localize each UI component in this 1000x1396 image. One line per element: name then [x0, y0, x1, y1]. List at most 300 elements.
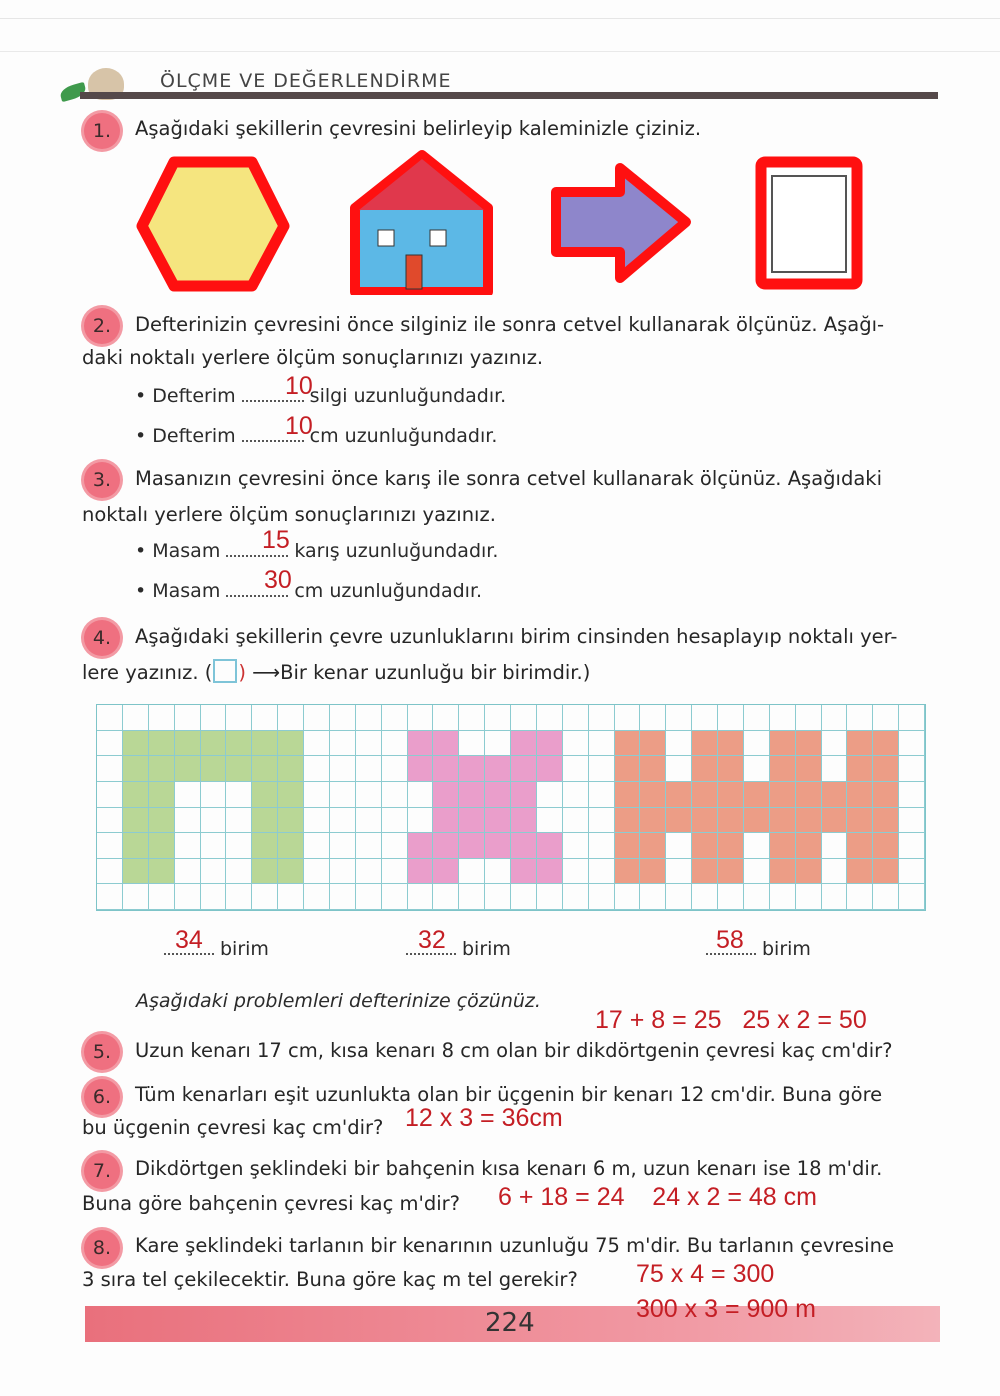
handwritten-answer: 30: [264, 566, 292, 594]
grid-cell: [459, 705, 485, 731]
house-shape: [355, 155, 488, 292]
shaded-grid-cell: [123, 808, 149, 834]
shaded-grid-cell: [123, 756, 149, 782]
handwritten-answer: 12 x 3 = 36cm: [405, 1104, 563, 1132]
shaded-grid-cell: [252, 859, 278, 885]
grid-cell: [847, 705, 873, 731]
shaded-grid-cell: [847, 808, 873, 834]
shaded-grid-cell: [822, 808, 848, 834]
grid-cell: [433, 705, 459, 731]
grid-cell: [563, 859, 589, 885]
grid-cell: [873, 884, 899, 910]
shaded-grid-cell: [770, 808, 796, 834]
grid-cell: [666, 859, 692, 885]
grid-cell: [330, 756, 356, 782]
grid-cell: [666, 833, 692, 859]
grid-cell: [485, 884, 511, 910]
grid-cell: [563, 756, 589, 782]
rectangle-shape: [761, 162, 857, 284]
shaded-grid-cell: [718, 808, 744, 834]
question-3-line2: noktalı yerlere ölçüm sonuçlarınızı yazınız.: [82, 503, 496, 526]
grid-cell: [382, 884, 408, 910]
page-number: 224: [485, 1308, 535, 1338]
shaded-grid-cell: [873, 756, 899, 782]
handwritten-answer: 17 + 8 = 25 25 x 2 = 50: [595, 1006, 867, 1034]
shaded-grid-cell: [796, 731, 822, 757]
question-number-badge: 8.: [84, 1230, 120, 1266]
question-7-line2: Buna göre bahçenin çevresi kaç m'dir?: [82, 1192, 461, 1215]
grid-cell: [899, 833, 925, 859]
grid-cell: [718, 884, 744, 910]
question-number-badge: 5.: [84, 1034, 120, 1070]
grid-cell: [899, 808, 925, 834]
shaded-grid-cell: [692, 833, 718, 859]
grid-cell: [226, 782, 252, 808]
grid-cell: [123, 884, 149, 910]
shaded-grid-cell: [175, 731, 201, 757]
grid-cell: [718, 705, 744, 731]
grid-cell: [589, 756, 615, 782]
grid-cell: [330, 782, 356, 808]
grid-cell: [175, 808, 201, 834]
shaded-grid-cell: [485, 808, 511, 834]
shaded-grid-cell: [149, 833, 175, 859]
bullet-prefix: • Masam: [135, 540, 221, 562]
grid-cell: [226, 833, 252, 859]
grid-cell: [744, 833, 770, 859]
grid-cell: [408, 705, 434, 731]
grid-cell: [201, 833, 227, 859]
grid-cell: [666, 756, 692, 782]
shaded-grid-cell: [252, 808, 278, 834]
question-1-text: Aşağıdaki şekillerin çevresini belirleyip kaleminizle çiziniz.: [135, 117, 702, 140]
shaded-grid-cell: [537, 833, 563, 859]
unit-square-icon: [213, 659, 237, 683]
grid-cell: [899, 782, 925, 808]
shaded-grid-cell: [847, 731, 873, 757]
shaded-grid-cell: [692, 808, 718, 834]
shaded-grid-cell: [847, 833, 873, 859]
grid-cell: [149, 884, 175, 910]
grid-cell: [356, 731, 382, 757]
handwritten-answer: 10: [285, 412, 313, 440]
shaded-grid-cell: [149, 756, 175, 782]
grid-cell: [537, 782, 563, 808]
unit-label: birim: [762, 938, 811, 960]
shaded-grid-cell: [847, 859, 873, 885]
grid-cell: [899, 884, 925, 910]
question-number-badge: 4.: [84, 620, 120, 656]
question-6-line1: Tüm kenarları eşit uzunlukta olan bir üçgenin bir kenarı 12 cm'dir. Buna göre: [135, 1083, 883, 1106]
bullet-item: [135, 580, 482, 602]
shaded-grid-cell: [770, 731, 796, 757]
shaded-grid-cell: [692, 731, 718, 757]
grid-cell: [97, 859, 123, 885]
bullet-suffix: karış uzunluğundadır.: [294, 540, 499, 562]
grid-cell: [744, 884, 770, 910]
shaded-grid-cell: [123, 731, 149, 757]
grid-answer-2: [400, 938, 511, 960]
grid-cell: [485, 731, 511, 757]
grid-cell: [692, 705, 718, 731]
grid-cell: [356, 782, 382, 808]
unit-label: birim: [462, 938, 511, 960]
shaded-grid-cell: [615, 808, 641, 834]
grid-cell: [304, 782, 330, 808]
grid-cell: [382, 731, 408, 757]
shaded-grid-cell: [252, 833, 278, 859]
grid-cell: [822, 859, 848, 885]
grid-cell: [744, 705, 770, 731]
shaded-grid-cell: [252, 756, 278, 782]
shaded-grid-cell: [873, 808, 899, 834]
grid-cell: [382, 859, 408, 885]
instruction-text: Aşağıdaki problemleri defterinize çözünüz.: [136, 990, 541, 1012]
grid-cell: [408, 782, 434, 808]
shaded-grid-cell: [149, 808, 175, 834]
grid-cell: [304, 705, 330, 731]
shaded-grid-cell: [511, 808, 537, 834]
shaded-grid-cell: [692, 859, 718, 885]
shaded-grid-cell: [615, 782, 641, 808]
grid-cell: [356, 705, 382, 731]
shaded-grid-cell: [537, 756, 563, 782]
grid-cell: [330, 808, 356, 834]
shaded-grid-cell: [278, 756, 304, 782]
shaded-grid-cell: [537, 859, 563, 885]
question-6-line2: bu üçgenin çevresi kaç cm'dir?: [82, 1116, 384, 1139]
shaded-grid-cell: [796, 756, 822, 782]
grid-cell: [485, 705, 511, 731]
shaded-grid-cell: [226, 731, 252, 757]
handwritten-answer: 34: [175, 926, 203, 954]
grid-cell: [847, 884, 873, 910]
shaded-grid-cell: [511, 833, 537, 859]
shaded-grid-cell: [278, 808, 304, 834]
grid-cell: [537, 808, 563, 834]
shaded-grid-cell: [278, 782, 304, 808]
shaded-grid-cell: [408, 756, 434, 782]
grid-cell: [459, 731, 485, 757]
grid-cell: [149, 705, 175, 731]
grid-cell: [537, 884, 563, 910]
question-number-badge: 7.: [84, 1153, 120, 1189]
grid-cell: [563, 705, 589, 731]
grid-cell: [899, 859, 925, 885]
shaded-grid-cell: [433, 859, 459, 885]
grid-cell: [97, 884, 123, 910]
shaded-grid-cell: [796, 782, 822, 808]
shaded-grid-cell: [873, 859, 899, 885]
grid-cell: [589, 884, 615, 910]
grid-cell: [796, 705, 822, 731]
shaded-grid-cell: [847, 782, 873, 808]
question-2-line1: Defterinizin çevresini önce silginiz ile sonra cetvel kullanarak ölçünüz. Aşağı-: [135, 313, 885, 336]
shaded-grid-cell: [718, 756, 744, 782]
shaded-grid-cell: [873, 731, 899, 757]
grid-cell: [408, 884, 434, 910]
grid-cell: [537, 705, 563, 731]
shaded-grid-cell: [123, 859, 149, 885]
top-border-2: [0, 51, 1000, 52]
bullet-item: [135, 540, 498, 562]
handwritten-answer: 32: [418, 926, 446, 954]
grid-cell: [304, 884, 330, 910]
shaded-grid-cell: [433, 782, 459, 808]
shaded-grid-cell: [226, 756, 252, 782]
grid-cell: [252, 884, 278, 910]
shaded-grid-cell: [796, 833, 822, 859]
shaded-grid-cell: [511, 756, 537, 782]
shaded-grid-cell: [615, 833, 641, 859]
shaded-grid-cell: [433, 833, 459, 859]
unit-grid: [96, 704, 926, 911]
bullet-suffix: silgi uzunluğundadır.: [309, 385, 507, 407]
shaded-grid-cell: [537, 731, 563, 757]
shaded-grid-cell: [149, 731, 175, 757]
grid-cell: [278, 705, 304, 731]
arrow-right-icon: ⟶: [245, 661, 281, 684]
text-fragment: Bir kenar uzunluğu bir birimdir.): [280, 661, 591, 684]
question-number-badge: 1.: [84, 113, 120, 149]
grid-cell: [226, 859, 252, 885]
shaded-grid-cell: [201, 731, 227, 757]
shaded-grid-cell: [640, 859, 666, 885]
bullet-suffix: cm uzunluğundadır.: [309, 425, 498, 447]
handwritten-answer: 10: [285, 372, 313, 400]
grid-cell: [175, 833, 201, 859]
grid-cell: [304, 731, 330, 757]
handwritten-answer: 58: [716, 926, 744, 954]
question-5-text: Uzun kenarı 17 cm, kısa kenarı 8 cm olan bir dikdörtgenin çevresi kaç cm'dir?: [135, 1039, 893, 1062]
grid-cell: [433, 884, 459, 910]
grid-cell: [175, 884, 201, 910]
shaded-grid-cell: [744, 808, 770, 834]
question-7-line1: Dikdörtgen şeklindeki bir bahçenin kısa kenarı 6 m, uzun kenarı ise 18 m'dir.: [135, 1157, 883, 1180]
shaded-grid-cell: [433, 756, 459, 782]
handwritten-answer: 15: [262, 526, 290, 554]
shaded-grid-cell: [485, 833, 511, 859]
grid-cell: [356, 833, 382, 859]
shaded-grid-cell: [615, 859, 641, 885]
grid-cell: [330, 884, 356, 910]
grid-cell: [382, 833, 408, 859]
question-8-line1: Kare şeklindeki tarlanın bir kenarının uzunluğu 75 m'dir. Bu tarlanın çevresine: [135, 1234, 894, 1257]
shaded-grid-cell: [744, 782, 770, 808]
grid-cell: [589, 731, 615, 757]
shaded-grid-cell: [123, 833, 149, 859]
grid-cell: [356, 859, 382, 885]
grid-cell: [278, 884, 304, 910]
grid-cell: [822, 731, 848, 757]
question-8-line2: 3 sıra tel çekilecektir. Buna göre kaç m tel gerekir?: [82, 1268, 578, 1291]
shaded-grid-cell: [278, 731, 304, 757]
grid-cell: [382, 705, 408, 731]
bullet-suffix: cm uzunluğundadır.: [294, 580, 483, 602]
grid-cell: [304, 756, 330, 782]
grid-cell: [97, 731, 123, 757]
grid-cell: [201, 705, 227, 731]
shaded-grid-cell: [770, 782, 796, 808]
grid-cell: [666, 731, 692, 757]
grid-cell: [356, 884, 382, 910]
grid-cell: [123, 705, 149, 731]
grid-cell: [873, 705, 899, 731]
shaded-grid-cell: [252, 731, 278, 757]
bullet-item: [135, 425, 497, 447]
question-2-line2: daki noktalı yerlere ölçüm sonuçlarınızı yazınız.: [82, 346, 544, 369]
shaded-grid-cell: [408, 833, 434, 859]
grid-cell: [615, 705, 641, 731]
shaded-grid-cell: [459, 808, 485, 834]
grid-cell: [330, 731, 356, 757]
grid-cell: [796, 884, 822, 910]
unit-label: birim: [220, 938, 269, 960]
grid-cell: [382, 756, 408, 782]
shaded-grid-cell: [873, 782, 899, 808]
grid-cell: [304, 833, 330, 859]
grid-cell: [97, 756, 123, 782]
grid-cell: [899, 756, 925, 782]
shaded-grid-cell: [666, 808, 692, 834]
grid-cell: [382, 782, 408, 808]
grid-cell: [408, 808, 434, 834]
grid-cell: [563, 731, 589, 757]
shaded-grid-cell: [770, 859, 796, 885]
section-title: ÖLÇME VE DEĞERLENDİRME: [160, 70, 452, 92]
shaded-grid-cell: [847, 756, 873, 782]
grid-cell: [201, 808, 227, 834]
question-3-line1: Masanızın çevresini önce karış ile sonra cetvel kullanarak ölçünüz. Aşağıdaki: [135, 467, 882, 490]
shaded-grid-cell: [408, 859, 434, 885]
shaded-grid-cell: [666, 782, 692, 808]
handwritten-answer: 75 x 4 = 300: [636, 1260, 775, 1288]
grid-cell: [589, 833, 615, 859]
arrow-shape: [556, 168, 686, 278]
shaded-grid-cell: [692, 782, 718, 808]
grid-cell: [744, 756, 770, 782]
shaded-grid-cell: [873, 833, 899, 859]
grid-cell: [382, 808, 408, 834]
grid-cell: [175, 705, 201, 731]
question-number-badge: 2.: [84, 308, 120, 344]
grid-cell: [899, 705, 925, 731]
shaded-grid-cell: [123, 782, 149, 808]
shaded-grid-cell: [485, 756, 511, 782]
shaded-grid-cell: [278, 859, 304, 885]
shaded-grid-cell: [149, 782, 175, 808]
grid-cell: [459, 859, 485, 885]
hexagon-shape: [142, 162, 284, 286]
shaded-grid-cell: [640, 833, 666, 859]
grid-cell: [822, 884, 848, 910]
shaded-grid-cell: [511, 782, 537, 808]
grid-cell: [563, 808, 589, 834]
grid-cell: [485, 859, 511, 885]
grid-cell: [226, 884, 252, 910]
grid-cell: [666, 884, 692, 910]
shaded-grid-cell: [408, 731, 434, 757]
question-number-badge: 6.: [84, 1079, 120, 1115]
shaded-grid-cell: [433, 731, 459, 757]
grid-cell: [252, 705, 278, 731]
grid-cell: [330, 705, 356, 731]
text-fragment: lere yazınız. (: [82, 661, 213, 684]
grid-cell: [563, 782, 589, 808]
grid-cell: [744, 731, 770, 757]
shaded-grid-cell: [718, 859, 744, 885]
grid-cell: [744, 859, 770, 885]
question-number-badge: 3.: [84, 462, 120, 498]
grid-cell: [692, 884, 718, 910]
grid-cell: [899, 731, 925, 757]
grid-cell: [589, 808, 615, 834]
shaded-grid-cell: [770, 833, 796, 859]
bullet-prefix: • Defterim: [135, 385, 236, 407]
grid-cell: [666, 705, 692, 731]
grid-cell: [175, 859, 201, 885]
grid-cell: [201, 884, 227, 910]
shaded-grid-cell: [718, 731, 744, 757]
bullet-prefix: • Masam: [135, 580, 221, 602]
shaded-grid-cell: [692, 756, 718, 782]
question-1-shapes: [130, 150, 890, 295]
grid-cell: [511, 705, 537, 731]
shaded-grid-cell: [770, 756, 796, 782]
grid-cell: [97, 808, 123, 834]
shaded-grid-cell: [511, 859, 537, 885]
grid-cell: [822, 756, 848, 782]
grid-cell: [201, 782, 227, 808]
shaded-grid-cell: [718, 782, 744, 808]
shaded-grid-cell: [459, 833, 485, 859]
header-divider: [80, 92, 938, 99]
shaded-grid-cell: [640, 808, 666, 834]
grid-cell: [97, 782, 123, 808]
shaded-grid-cell: [796, 859, 822, 885]
shaded-grid-cell: [615, 756, 641, 782]
shaded-grid-cell: [252, 782, 278, 808]
shaded-grid-cell: [640, 731, 666, 757]
grid-cell: [563, 884, 589, 910]
grid-cell: [356, 808, 382, 834]
grid-cell: [822, 705, 848, 731]
shaded-grid-cell: [511, 731, 537, 757]
bullet-item: [135, 385, 506, 407]
grid-cell: [640, 705, 666, 731]
grid-cell: [97, 705, 123, 731]
grid-cell: [640, 884, 666, 910]
shaded-grid-cell: [201, 756, 227, 782]
grid-cell: [511, 884, 537, 910]
text-fragment: ): [238, 661, 246, 684]
grid-cell: [226, 808, 252, 834]
shaded-grid-cell: [796, 808, 822, 834]
shaded-grid-cell: [640, 782, 666, 808]
grid-cell: [589, 782, 615, 808]
shaded-grid-cell: [718, 833, 744, 859]
grid-cell: [459, 884, 485, 910]
handwritten-answer: 300 x 3 = 900 m: [636, 1295, 816, 1323]
grid-cell: [201, 859, 227, 885]
grid-cell: [770, 884, 796, 910]
grid-cell: [304, 859, 330, 885]
shaded-grid-cell: [640, 756, 666, 782]
shaded-grid-cell: [175, 756, 201, 782]
shaded-grid-cell: [615, 731, 641, 757]
grid-cell: [589, 705, 615, 731]
shaded-grid-cell: [822, 782, 848, 808]
